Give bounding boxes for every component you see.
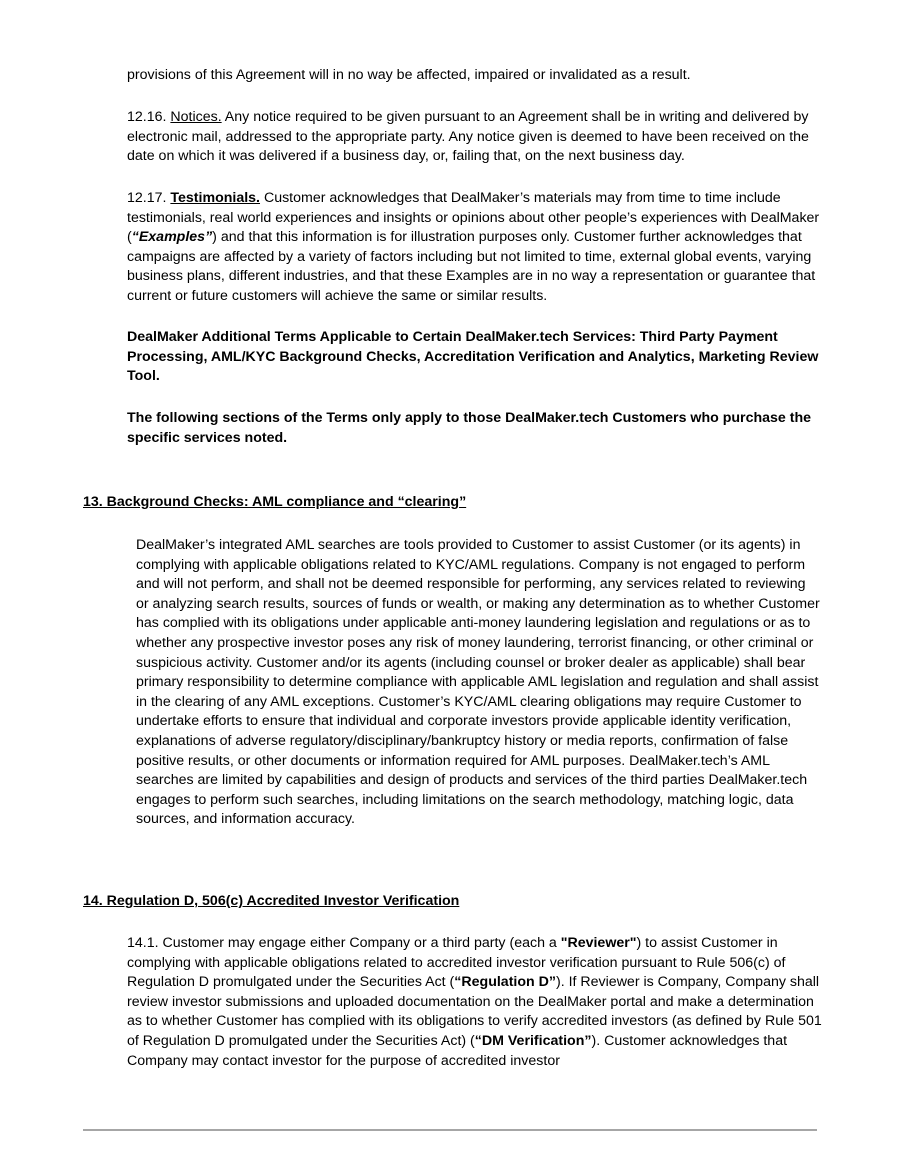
section-14-1-text-c: ). If Reviewer is Company, Company shall review investor submissions and uploaded documentation on the DealMaker portal and make a determination as to whether Customer has complied with its obligations to verify accredited investors (as defined by Rule 501 of Regulation D promulgated under the Securities Act) (	[127, 974, 822, 1049]
testimonials-clause	[127, 189, 827, 307]
section-13-body: DealMaker’s integrated AML searches are tools provided to Customer to assist Customer (or its agents) in complying with applicable obligations related to KYC/AML regulations. Company is not engaged to perform and will not perform, and shall not be deemed responsible for performing, any services related to reviewing or analyzing search results, sources of funds or wealth, or making any determination as to whether Customer has complied with its obligations under applicable anti-money laundering legislation and regulations or as to whether any prospective investor poses any risk of money laundering, terrorist financing, or other criminal or suspicious activity. Customer and/or its agents (including counsel or broker dealer as applicable) shall bear primary responsibility to determine compliance with applicable AML legislation and regulation and shall assist in the clearing of any AML exceptions. Customer’s KYC/AML clearing obligations may require Customer to undertake efforts to ensure that individual and corporate investors provide applicable identity verification, explanations of adverse regulatory/disciplinary/bankruptcy history or media reports, confirmation of false positive results, or other documents or information required for AML purposes. DealMaker.tech’s AML searches are limited by capabilities and design of products and services of the third parties DealMaker.tech engages to perform such searches, including limitations on the search methodology, matching logic, data sources, and information accuracy.	[136, 537, 820, 828]
examples-term: “Examples”	[131, 229, 213, 246]
section-13-heading: 13. Background Checks: AML compliance and “clearing”	[83, 494, 467, 510]
reviewer-term: "Reviewer"	[560, 935, 637, 951]
testimonials-number: 12.17.	[127, 190, 171, 206]
testimonials-title: Testimonials.	[170, 190, 261, 206]
testimonials-text-b: ) and that this information is for illustration purposes only. Customer further acknowledges that campaigns are affected by a variety of factors including but not limited to time, external global events, varying business plans, different industries, and that these Examples are in no way a representation or guarantee that current or future customers will achieve the same or similar results.	[127, 229, 816, 304]
section-14-1-text-b: ) to assist Customer in complying with applicable obligations related to accredited investor verification pursuant to Rule 506(c) of Regulation D promulgated under the Securities Act (	[127, 935, 786, 991]
notices-clause	[127, 108, 827, 167]
section-14-heading: 14. Regulation D, 506(c) Accredited Investor Verification	[83, 893, 460, 909]
additional-terms-heading: DealMaker Additional Terms Applicable to Certain DealMaker.tech Services: Third Party Payment Processing, AML/KYC Background Checks, Accreditation Verification and Analytics, Marketing Review Tool.	[127, 329, 819, 385]
dm-verification-term: “DM Verification”	[474, 1032, 592, 1049]
continued-text: provisions of this Agreement will in no way be affected, impaired or invalidated as a result.	[127, 67, 691, 83]
section-14-1-text-a: 14.1. Customer may engage either Company or a third party (each a	[127, 935, 561, 951]
testimonials-text-a: Customer acknowledges that DealMaker’s materials may from time to time include testimonials, real world experiences and insights or opinions about other people’s experiences with DealMaker (	[127, 190, 820, 246]
notices-text: Any notice required to be given pursuant to an Agreement shall be in writing and delivered by electronic mail, addressed to the appropriate party. Any notice given is deemed to have been received on the date on which it was delivered if a business day, or, failing that, on the next business day.	[127, 109, 809, 165]
additional-terms-note: The following sections of the Terms only apply to those DealMaker.tech Customers who purchase the specific services noted.	[127, 410, 812, 446]
notices-number: 12.16.	[127, 109, 171, 125]
regulation-d-term: “Regulation D”	[454, 974, 556, 991]
continued-paragraph	[127, 66, 827, 86]
notices-title: Notices.	[170, 109, 222, 125]
section-14-1-clause	[127, 934, 827, 1071]
footer-divider	[83, 1129, 817, 1131]
section-14-1-text-d: ). Customer acknowledges that Company may contact investor for the purpose of accredited investor	[127, 1032, 788, 1069]
